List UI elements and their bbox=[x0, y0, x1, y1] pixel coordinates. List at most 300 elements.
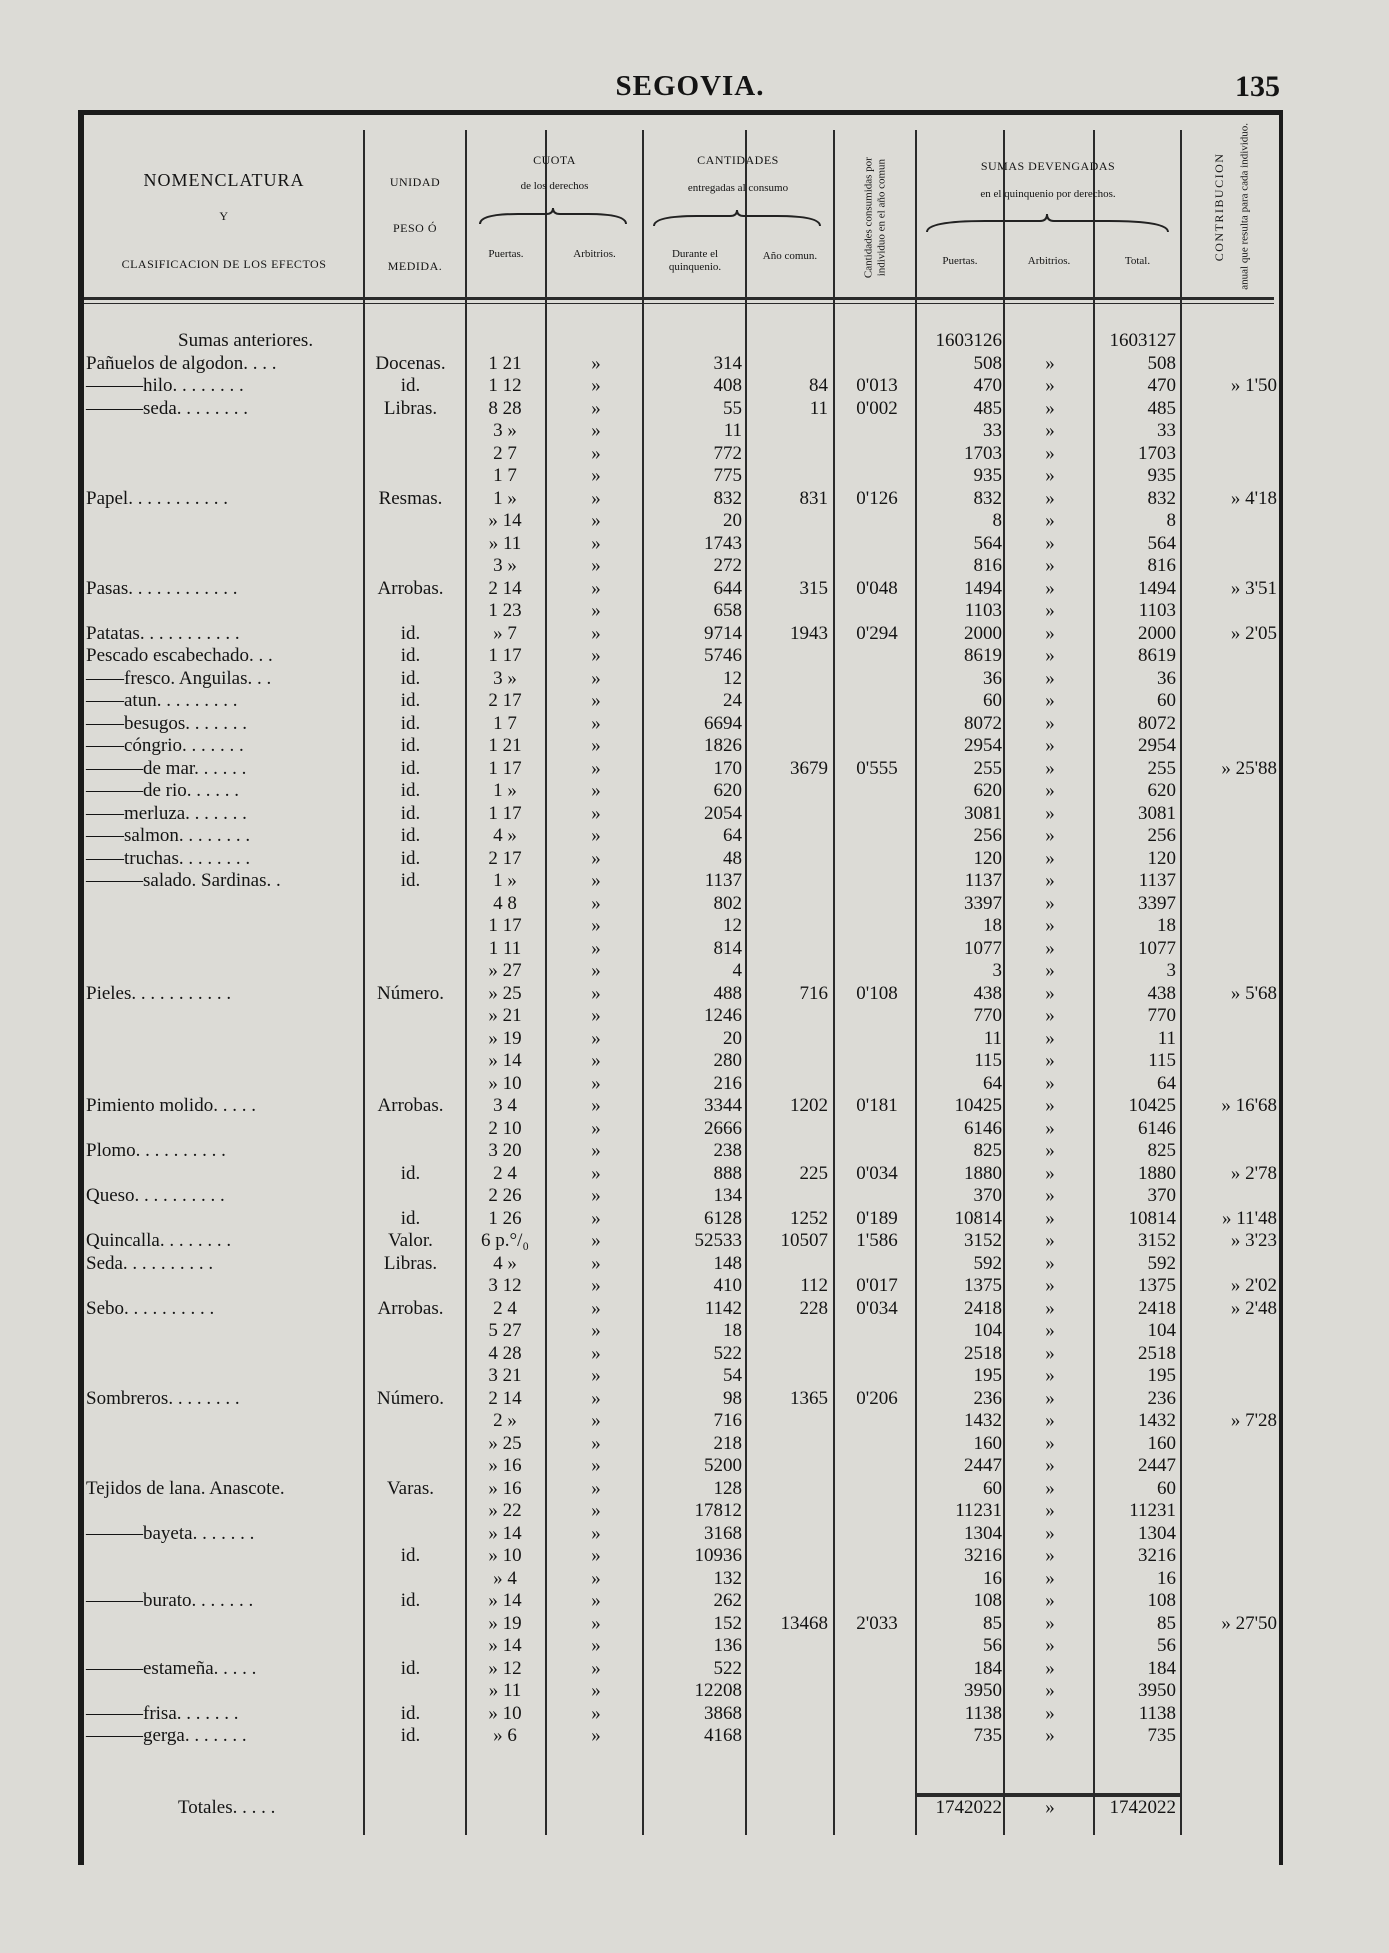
contribucion bbox=[1185, 645, 1277, 667]
cuota-puertas: 1 » bbox=[493, 780, 517, 801]
suma-total: 1304 bbox=[1138, 1523, 1176, 1544]
item-name bbox=[86, 1320, 358, 1342]
consumo-individuo bbox=[838, 668, 916, 690]
unit: id. bbox=[400, 1725, 421, 1746]
suma-arbitrios: » bbox=[1045, 1725, 1055, 1746]
suma-arbitrios: » bbox=[1045, 510, 1055, 531]
item-name bbox=[86, 443, 358, 465]
cuota-puertas: 5 27 bbox=[488, 1320, 522, 1341]
cantidad-ano-comun bbox=[748, 420, 828, 442]
cuota-arbitrios: » bbox=[591, 803, 601, 824]
cantidad-ano-comun: 112 bbox=[800, 1275, 828, 1296]
suma-total: 1603127 bbox=[1109, 330, 1176, 351]
contribucion bbox=[1185, 803, 1277, 825]
contribucion bbox=[1185, 1140, 1277, 1162]
item-name bbox=[86, 1275, 358, 1297]
contribucion bbox=[1185, 1118, 1277, 1140]
suma-total: 735 bbox=[1147, 1725, 1176, 1746]
suma-total: 33 bbox=[1157, 420, 1176, 441]
cuota-arbitrios: » bbox=[591, 645, 601, 666]
suma-puertas: 1703 bbox=[964, 443, 1002, 464]
item-name: ——besugos. . . . . . . bbox=[86, 713, 247, 734]
item-name: ———de rio. . . . . . bbox=[86, 780, 240, 801]
suma-total: 620 bbox=[1147, 780, 1176, 801]
contribucion: » 4'18 bbox=[1230, 488, 1277, 509]
cantidad-ano-comun bbox=[748, 1635, 828, 1657]
cuota-arbitrios: » bbox=[591, 1410, 601, 1431]
cantidad-quinquenio: 814 bbox=[713, 938, 742, 959]
consumo-individuo bbox=[838, 353, 916, 375]
contribucion bbox=[1185, 1658, 1277, 1680]
suma-puertas: 1138 bbox=[964, 1703, 1002, 1724]
suma-total: 3152 bbox=[1138, 1230, 1176, 1251]
cuota-arbitrios: » bbox=[591, 1163, 601, 1184]
cuota-arbitrios: » bbox=[591, 1433, 601, 1454]
unit: Docenas. bbox=[375, 353, 446, 374]
table-row bbox=[0, 1118, 1389, 1140]
contribucion bbox=[1185, 353, 1277, 375]
item-name bbox=[86, 1410, 358, 1432]
cantidad-ano-comun bbox=[748, 1320, 828, 1342]
header-contribucion-sub: anual que resulta para cada individuo. bbox=[1238, 122, 1251, 290]
header-ano-comun: Año comun. bbox=[762, 250, 818, 262]
suma-total: 64 bbox=[1157, 1073, 1176, 1094]
suma-arbitrios: » bbox=[1045, 533, 1055, 554]
cuota-puertas: » 16 bbox=[488, 1455, 522, 1476]
contribucion bbox=[1185, 465, 1277, 487]
header-cuota-puertas: Puertas. bbox=[488, 248, 524, 260]
cantidad-quinquenio: 3168 bbox=[704, 1523, 742, 1544]
table-row bbox=[0, 1298, 1389, 1320]
suma-total: 1703 bbox=[1138, 443, 1176, 464]
header-rule bbox=[84, 297, 1274, 300]
suma-arbitrios: » bbox=[1045, 1500, 1055, 1521]
item-name: ———burato. . . . . . . bbox=[86, 1590, 254, 1611]
unit bbox=[358, 960, 463, 982]
cuota-puertas: 2 14 bbox=[488, 1388, 522, 1409]
table-row bbox=[0, 1320, 1389, 1342]
consumo-individuo bbox=[838, 1343, 916, 1365]
suma-puertas: 60 bbox=[983, 1478, 1002, 1499]
suma-puertas: 120 bbox=[973, 848, 1002, 869]
header-cuota-arbitrios: Arbitrios. bbox=[573, 248, 616, 260]
suma-puertas: 10814 bbox=[954, 1208, 1002, 1229]
contribucion bbox=[1185, 780, 1277, 802]
table-row bbox=[0, 1725, 1389, 1747]
cuota-puertas: 2 26 bbox=[488, 1185, 522, 1206]
cantidad-quinquenio: 12208 bbox=[694, 1680, 742, 1701]
contribucion bbox=[1185, 555, 1277, 577]
item-name bbox=[86, 533, 358, 555]
unit bbox=[358, 1635, 463, 1657]
header-sumas-total: Total. bbox=[1124, 255, 1151, 267]
cuota-arbitrios: » bbox=[591, 375, 601, 396]
table-row bbox=[0, 1613, 1389, 1635]
consumo-individuo bbox=[838, 1500, 916, 1522]
suma-arbitrios: » bbox=[1045, 803, 1055, 824]
cantidad-quinquenio: 1743 bbox=[704, 533, 742, 554]
contribucion bbox=[1185, 668, 1277, 690]
table-row bbox=[0, 1388, 1389, 1410]
cuota-arbitrios: » bbox=[591, 1253, 601, 1274]
suma-arbitrios: » bbox=[1045, 848, 1055, 869]
cuota-puertas: 4 » bbox=[493, 825, 517, 846]
cantidades-brace bbox=[652, 208, 822, 230]
suma-total: 438 bbox=[1147, 983, 1176, 1004]
cuota-puertas: » 14 bbox=[488, 1590, 522, 1611]
cuota-puertas: » 11 bbox=[488, 1680, 522, 1701]
item-name: ———seda. . . . . . . . bbox=[86, 398, 249, 419]
cantidad-quinquenio: 3868 bbox=[704, 1703, 742, 1724]
contribucion: » 2'78 bbox=[1230, 1163, 1277, 1184]
contribucion bbox=[1185, 1590, 1277, 1612]
consumo-individuo bbox=[838, 1635, 916, 1657]
suma-total: 935 bbox=[1147, 465, 1176, 486]
cantidad-ano-comun bbox=[748, 330, 828, 352]
suma-total: 160 bbox=[1147, 1433, 1176, 1454]
suma-arbitrios: » bbox=[1045, 960, 1055, 981]
cuota-arbitrios: » bbox=[591, 510, 601, 531]
contribucion: » 27'50 bbox=[1221, 1613, 1277, 1634]
cantidad-quinquenio: 20 bbox=[723, 510, 742, 531]
cuota-arbitrios: » bbox=[591, 353, 601, 374]
suma-arbitrios: » bbox=[1045, 893, 1055, 914]
contribucion bbox=[1185, 1005, 1277, 1027]
cantidad-quinquenio: 64 bbox=[723, 825, 742, 846]
suma-total: 3216 bbox=[1138, 1545, 1176, 1566]
table-row bbox=[0, 780, 1389, 802]
suma-arbitrios: » bbox=[1045, 1275, 1055, 1296]
unit bbox=[358, 893, 463, 915]
header-sumas: SUMAS DEVENGADAS bbox=[980, 159, 1116, 173]
contribucion bbox=[1185, 938, 1277, 960]
cantidad-quinquenio: 6128 bbox=[704, 1208, 742, 1229]
cantidad-ano-comun bbox=[748, 1118, 828, 1140]
suma-arbitrios: » bbox=[1045, 870, 1055, 891]
cuota-puertas: 1 21 bbox=[488, 353, 522, 374]
contribucion bbox=[1185, 825, 1277, 847]
cantidad-ano-comun bbox=[748, 1523, 828, 1545]
header-sumas-puertas: Puertas. bbox=[942, 255, 978, 267]
cuota-puertas: 4 8 bbox=[493, 893, 517, 914]
suma-arbitrios: » bbox=[1045, 1545, 1055, 1566]
contribucion bbox=[1185, 960, 1277, 982]
unit bbox=[358, 1275, 463, 1297]
suma-arbitrios: » bbox=[1045, 1230, 1055, 1251]
unit: Arrobas. bbox=[377, 578, 444, 599]
suma-total: 60 bbox=[1157, 1478, 1176, 1499]
cantidad-ano-comun bbox=[748, 803, 828, 825]
unit: id. bbox=[400, 1208, 421, 1229]
suma-puertas: 2518 bbox=[964, 1343, 1002, 1364]
cantidad-quinquenio: 522 bbox=[713, 1343, 742, 1364]
cantidad-ano-comun: 315 bbox=[799, 578, 828, 599]
suma-total: 16 bbox=[1157, 1568, 1176, 1589]
unit: id. bbox=[400, 645, 421, 666]
contribucion bbox=[1185, 713, 1277, 735]
suma-arbitrios: » bbox=[1045, 600, 1055, 621]
header-nomenclatura-y: Y bbox=[219, 209, 229, 223]
cuota-puertas: 3 4 bbox=[493, 1095, 517, 1116]
suma-puertas: 1304 bbox=[964, 1523, 1002, 1544]
header-rule bbox=[84, 303, 1274, 304]
page-title: SEGOVIA. bbox=[615, 70, 765, 102]
item-name bbox=[86, 1635, 358, 1657]
table-row bbox=[0, 1433, 1389, 1455]
unit bbox=[358, 1523, 463, 1545]
consumo-individuo bbox=[838, 1433, 916, 1455]
cuota-arbitrios: » bbox=[591, 1590, 601, 1611]
suma-arbitrios: » bbox=[1045, 1658, 1055, 1679]
item-name bbox=[86, 1545, 358, 1567]
cantidad-quinquenio: 17812 bbox=[694, 1500, 742, 1521]
cuota-brace bbox=[478, 206, 628, 228]
consumo-individuo: 0'013 bbox=[856, 375, 898, 396]
suma-total: 370 bbox=[1147, 1185, 1176, 1206]
unit bbox=[358, 1613, 463, 1635]
suma-puertas: 825 bbox=[973, 1140, 1002, 1161]
unit bbox=[358, 1118, 463, 1140]
contribucion: » 5'68 bbox=[1230, 983, 1277, 1004]
unit bbox=[358, 1185, 463, 1207]
unit: id. bbox=[400, 803, 421, 824]
cuota-arbitrios: » bbox=[591, 870, 601, 891]
table-row bbox=[0, 1028, 1389, 1050]
suma-arbitrios: » bbox=[1045, 488, 1055, 509]
unit: id. bbox=[400, 758, 421, 779]
table-row bbox=[0, 398, 1389, 420]
unit: Libras. bbox=[383, 1253, 438, 1274]
suma-puertas: 11231 bbox=[955, 1500, 1002, 1521]
cuota-arbitrios: » bbox=[591, 1005, 601, 1026]
item-name bbox=[86, 1365, 358, 1387]
cuota-puertas: 2 4 bbox=[493, 1163, 517, 1184]
cuota-arbitrios: » bbox=[591, 1050, 601, 1071]
cantidad-ano-comun bbox=[748, 1703, 828, 1725]
item-name: ———gerga. . . . . . . bbox=[86, 1725, 247, 1746]
table-row bbox=[0, 465, 1389, 487]
cuota-puertas: » 12 bbox=[488, 1658, 522, 1679]
cuota-arbitrios: » bbox=[591, 1523, 601, 1544]
cantidad-ano-comun bbox=[748, 960, 828, 982]
item-name: Pañuelos de algodon. . . . bbox=[86, 353, 277, 374]
suma-puertas: 255 bbox=[973, 758, 1002, 779]
cantidad-ano-comun bbox=[748, 1478, 828, 1500]
table-row bbox=[0, 1095, 1389, 1117]
table-row bbox=[0, 1478, 1389, 1500]
suma-arbitrios: » bbox=[1045, 713, 1055, 734]
cantidad-quinquenio: 272 bbox=[713, 555, 742, 576]
suma-arbitrios: » bbox=[1045, 443, 1055, 464]
unit bbox=[358, 533, 463, 555]
cuota-puertas: 8 28 bbox=[488, 398, 522, 419]
cuota-arbitrios: » bbox=[591, 1028, 601, 1049]
contribucion bbox=[1185, 510, 1277, 532]
consumo-individuo bbox=[838, 848, 916, 870]
contribucion: » 16'68 bbox=[1221, 1095, 1277, 1116]
table-row bbox=[0, 1185, 1389, 1207]
cantidad-ano-comun bbox=[748, 645, 828, 667]
cantidad-ano-comun: 10507 bbox=[780, 1230, 828, 1251]
cantidad-quinquenio: 4168 bbox=[704, 1725, 742, 1746]
cuota-puertas: 3 12 bbox=[488, 1275, 522, 1296]
consumo-individuo bbox=[838, 1478, 916, 1500]
unit bbox=[358, 1568, 463, 1590]
contribucion bbox=[1185, 1680, 1277, 1702]
consumo-individuo: 0'002 bbox=[856, 398, 898, 419]
suma-total: 3 bbox=[1166, 960, 1176, 981]
suma-arbitrios: » bbox=[1045, 938, 1055, 959]
contribucion bbox=[1185, 420, 1277, 442]
unit bbox=[358, 1410, 463, 1432]
cuota-puertas: » 19 bbox=[488, 1613, 522, 1634]
table-row bbox=[0, 1343, 1389, 1365]
cuota-arbitrios: » bbox=[591, 1230, 601, 1251]
cantidad-ano-comun bbox=[748, 668, 828, 690]
cuota-arbitrios: » bbox=[591, 1455, 601, 1476]
item-name: Queso. . . . . . . . . . bbox=[86, 1185, 225, 1206]
cantidad-ano-comun bbox=[748, 510, 828, 532]
suma-arbitrios: » bbox=[1045, 465, 1055, 486]
contribucion: » 1'50 bbox=[1230, 375, 1277, 396]
item-name bbox=[86, 1073, 358, 1095]
suma-total: 1432 bbox=[1138, 1410, 1176, 1431]
cuota-puertas: » 25 bbox=[488, 983, 522, 1004]
contribucion bbox=[1185, 1433, 1277, 1455]
suma-puertas: 8072 bbox=[964, 713, 1002, 734]
unit: Valor. bbox=[388, 1230, 433, 1251]
consumo-individuo bbox=[838, 803, 916, 825]
unit: id. bbox=[400, 825, 421, 846]
contribucion: » 11'48 bbox=[1222, 1208, 1277, 1229]
item-name bbox=[86, 1680, 358, 1702]
cantidad-quinquenio: 658 bbox=[713, 600, 742, 621]
consumo-individuo: 0'048 bbox=[856, 578, 898, 599]
suma-total: 256 bbox=[1147, 825, 1176, 846]
cantidad-quinquenio: 772 bbox=[713, 443, 742, 464]
contribucion: » 3'23 bbox=[1230, 1230, 1277, 1251]
unit: id. bbox=[400, 1163, 421, 1184]
cuota-arbitrios: » bbox=[591, 1118, 601, 1139]
suma-puertas: 438 bbox=[973, 983, 1002, 1004]
cuota-arbitrios: » bbox=[591, 578, 601, 599]
cuota-arbitrios: » bbox=[591, 1365, 601, 1386]
suma-puertas: 770 bbox=[973, 1005, 1002, 1026]
cuota-puertas: 1 17 bbox=[488, 803, 522, 824]
consumo-individuo bbox=[838, 1455, 916, 1477]
suma-total: 236 bbox=[1147, 1388, 1176, 1409]
cantidad-ano-comun: 13468 bbox=[780, 1613, 828, 1634]
suma-puertas: 3397 bbox=[964, 893, 1002, 914]
cantidad-ano-comun: 1943 bbox=[790, 623, 828, 644]
suma-arbitrios: » bbox=[1045, 1433, 1055, 1454]
table-row bbox=[0, 1050, 1389, 1072]
cuota-arbitrios: » bbox=[591, 983, 601, 1004]
cuota-puertas: 1 12 bbox=[488, 375, 522, 396]
cantidad-ano-comun bbox=[748, 848, 828, 870]
consumo-individuo: 0'108 bbox=[856, 983, 898, 1004]
header-consumidas: Cantidades consumidas por individuo en el año comun bbox=[862, 157, 887, 279]
suma-arbitrios: » bbox=[1045, 668, 1055, 689]
cantidad-ano-comun: 3679 bbox=[790, 758, 828, 779]
cantidad-ano-comun bbox=[748, 533, 828, 555]
consumo-individuo bbox=[838, 1590, 916, 1612]
cuota-arbitrios: » bbox=[591, 915, 601, 936]
item-name: Sebo. . . . . . . . . . bbox=[86, 1298, 215, 1319]
suma-puertas: 3081 bbox=[964, 803, 1002, 824]
suma-arbitrios: » bbox=[1045, 1163, 1055, 1184]
cuota-arbitrios: » bbox=[591, 893, 601, 914]
cuota-arbitrios: » bbox=[591, 758, 601, 779]
contribucion bbox=[1185, 735, 1277, 757]
suma-puertas: 6146 bbox=[964, 1118, 1002, 1139]
cuota-puertas: » 14 bbox=[488, 510, 522, 531]
suma-total: 2000 bbox=[1138, 623, 1176, 644]
suma-total: 816 bbox=[1147, 555, 1176, 576]
table-row bbox=[0, 1523, 1389, 1545]
cantidad-quinquenio: 9714 bbox=[704, 623, 742, 644]
cantidad-ano-comun bbox=[748, 690, 828, 712]
cantidad-quinquenio: 1826 bbox=[704, 735, 742, 756]
cantidad-quinquenio: 132 bbox=[713, 1568, 742, 1589]
suma-arbitrios: » bbox=[1045, 1208, 1055, 1229]
suma-puertas: 2000 bbox=[964, 623, 1002, 644]
table-row bbox=[0, 533, 1389, 555]
cuota-arbitrios: » bbox=[591, 443, 601, 464]
consumo-individuo bbox=[838, 1410, 916, 1432]
suma-arbitrios: » bbox=[1045, 690, 1055, 711]
sumas-brace bbox=[925, 212, 1170, 236]
consumo-individuo: 0'017 bbox=[856, 1275, 898, 1296]
consumo-individuo bbox=[838, 960, 916, 982]
suma-arbitrios: » bbox=[1045, 1140, 1055, 1161]
consumo-individuo bbox=[838, 1118, 916, 1140]
unit: Arrobas. bbox=[377, 1095, 444, 1116]
contribucion: » 7'28 bbox=[1230, 1410, 1277, 1431]
cantidad-ano-comun: 84 bbox=[809, 375, 828, 396]
contribucion: » 3'51 bbox=[1230, 578, 1277, 599]
cantidad-quinquenio: 644 bbox=[713, 578, 742, 599]
suma-arbitrios: » bbox=[1045, 1028, 1055, 1049]
cantidad-ano-comun: 831 bbox=[799, 488, 828, 509]
unit: Número. bbox=[376, 1388, 444, 1409]
suma-puertas: 3152 bbox=[964, 1230, 1002, 1251]
unit bbox=[358, 1028, 463, 1050]
unit bbox=[358, 1343, 463, 1365]
contribucion bbox=[1185, 1028, 1277, 1050]
cuota-puertas: » 25 bbox=[488, 1433, 522, 1454]
suma-total: 508 bbox=[1147, 353, 1176, 374]
cantidad-quinquenio: 11 bbox=[723, 420, 742, 441]
cantidad-ano-comun bbox=[748, 600, 828, 622]
header-cantidades-sub: entregadas al consumo bbox=[687, 182, 789, 194]
table-row bbox=[0, 1545, 1389, 1567]
cuota-arbitrios: » bbox=[591, 1095, 601, 1116]
cuota-puertas: 2 » bbox=[493, 1410, 517, 1431]
cantidad-ano-comun bbox=[748, 1680, 828, 1702]
cantidad-quinquenio: 1246 bbox=[704, 1005, 742, 1026]
suma-puertas: 8 bbox=[992, 510, 1002, 531]
cantidad-ano-comun bbox=[748, 1343, 828, 1365]
suma-puertas: 3216 bbox=[964, 1545, 1002, 1566]
cantidad-quinquenio: 832 bbox=[713, 488, 742, 509]
cantidad-ano-comun: 1252 bbox=[790, 1208, 828, 1229]
cantidad-quinquenio: 48 bbox=[723, 848, 742, 869]
cantidad-quinquenio: 620 bbox=[713, 780, 742, 801]
suma-puertas: 60 bbox=[983, 690, 1002, 711]
suma-total: 8 bbox=[1166, 510, 1176, 531]
suma-total: 1375 bbox=[1138, 1275, 1176, 1296]
